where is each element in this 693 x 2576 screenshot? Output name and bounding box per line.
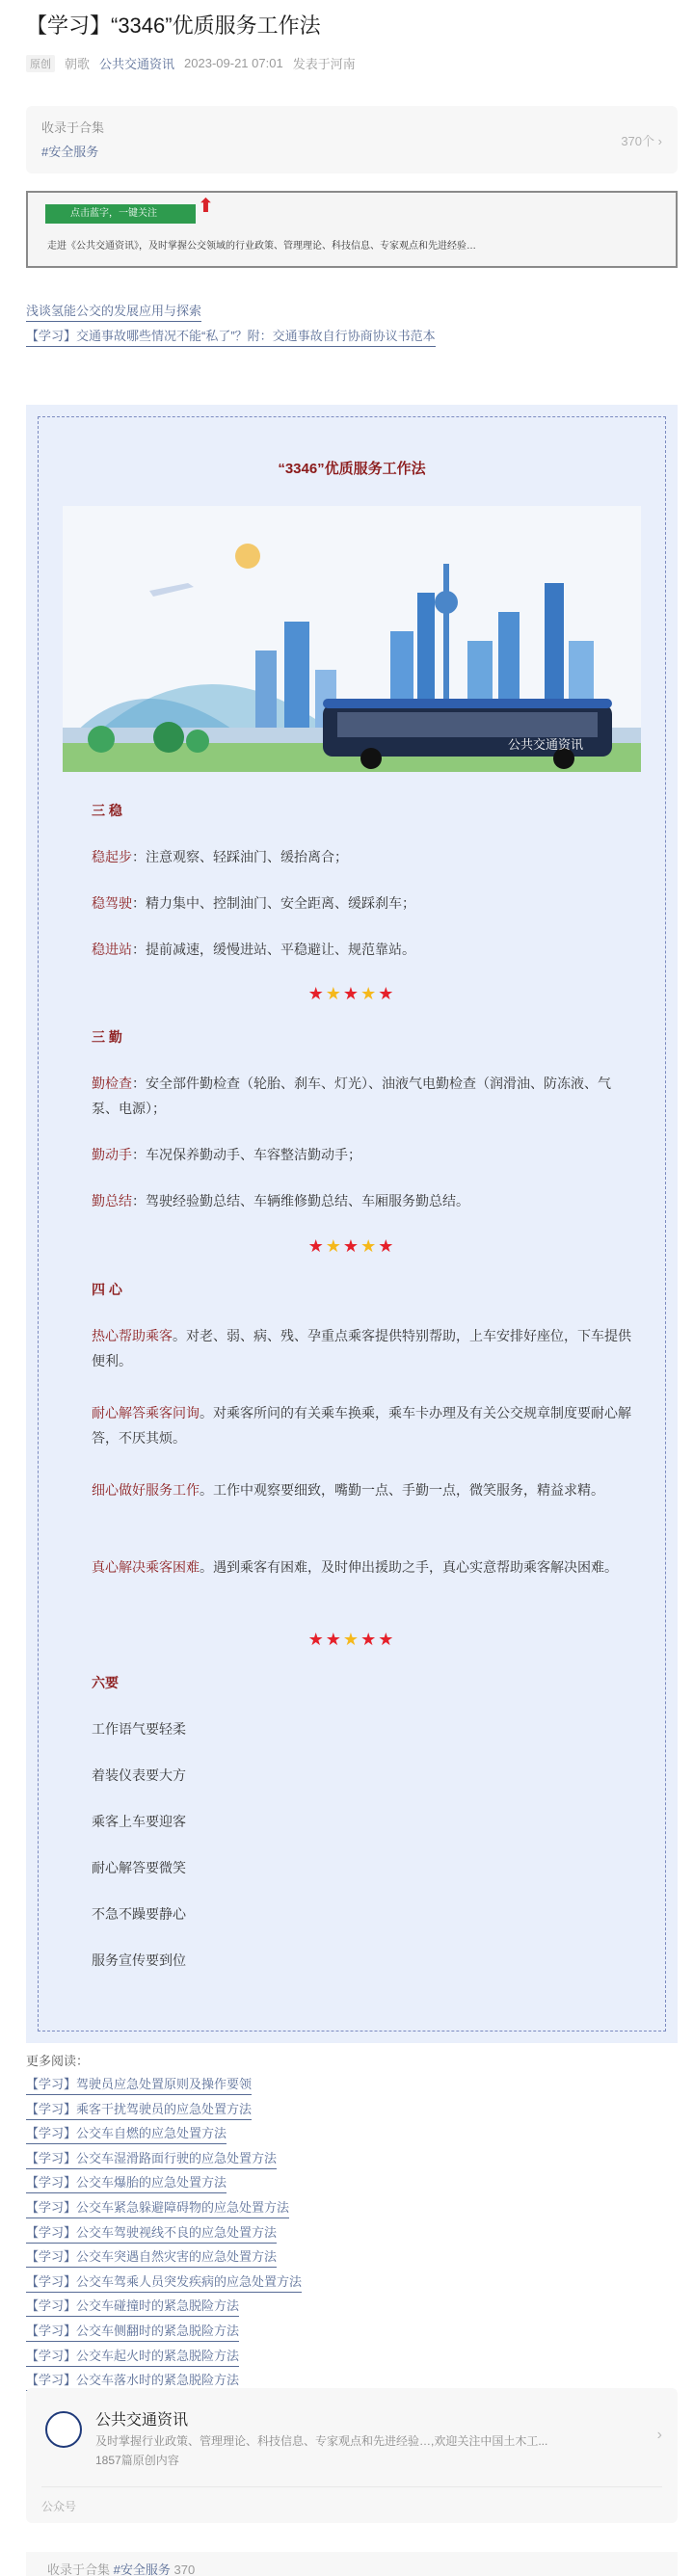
footer-collection[interactable] <box>26 2552 678 2576</box>
account-type: 公众号 <box>41 2500 77 2513</box>
text-item: 勤总结：驾驶经验勤总结、车辆维修勤总结、车厢服务勤总结。 <box>92 1193 469 1208</box>
section-head-sixin: 四 心 <box>92 1282 122 1297</box>
text-item: 勤动手：车况保养勤动手、车容整洁勤动手； <box>92 1147 361 1162</box>
chevron-right-icon: › <box>657 134 662 148</box>
star-divider: ★★★★★ <box>307 984 396 1003</box>
more-link[interactable]: 【学习】驾驶员应急处置原则及操作要领 <box>26 2075 252 2095</box>
follow-desc: 走进《公共交通资讯》，及时掌握公交领域的行业政策、管理理论、科技信息、专家观点和先进经验… <box>47 241 476 252</box>
text-item: 着装仪表要大方 <box>92 1767 186 1783</box>
text-item: 稳驾驶：精力集中、控制油门、安全距离、缓踩刹车； <box>92 895 415 911</box>
follow-banner[interactable] <box>26 191 678 268</box>
star-divider: ★★★★★ <box>307 1630 396 1649</box>
collection-hashtag[interactable]: #安全服务 <box>41 145 99 159</box>
collection-card[interactable] <box>26 106 678 173</box>
account-link[interactable]: 公共交通资讯 <box>99 57 175 71</box>
text-item: 服务宣传要到位 <box>92 1952 186 1968</box>
collection-count: 370个 › <box>621 134 662 148</box>
more-link[interactable]: 【学习】公交车突遇自然灾害的应急处置方法 <box>26 2247 277 2268</box>
more-link[interactable]: 【学习】乘客干扰驾驶员的应急处置方法 <box>26 2100 252 2120</box>
text-item: 稳起步：注意观察、轻踩油门、缓抬离合； <box>92 849 348 864</box>
text-item: 热心帮助乘客。对老、弱、病、残、孕重点乘客提供特别帮助，上车安排好座位，下车提供便利。 <box>92 1328 631 1368</box>
footer-collection-label: 收录于合集 <box>47 2563 111 2576</box>
more-link[interactable]: 【学习】公交车湿滑路面行驶的应急处置方法 <box>26 2149 277 2169</box>
footer-collection-count: 370 <box>173 2563 196 2576</box>
account-card[interactable] <box>26 2388 678 2523</box>
divider <box>41 2486 662 2487</box>
article-title: 【学习】“3346”优质服务工作法 <box>26 13 321 38</box>
more-link[interactable]: 【学习】公交车碰撞时的紧急脱险方法 <box>26 2297 239 2317</box>
more-reading-label: 更多阅读： <box>26 2054 90 2068</box>
text-item: 稳进站：提前减速，缓慢进站、平稳避让、规范靠站。 <box>92 942 415 957</box>
text-item: 不急不躁要静心 <box>92 1906 186 1922</box>
content-panel-border <box>38 416 666 2032</box>
more-link[interactable]: 【学习】公交车起火时的紧急脱险方法 <box>26 2347 239 2367</box>
text-item: 勤检查：安全部件勤检查（轮胎、刹车、灯光）、油液气电勤检查（润滑油、防冻液、气泵、电源）； <box>92 1076 611 1116</box>
author: 朝歌 <box>65 57 91 71</box>
panel-title: “3346”优质服务工作法 <box>278 461 426 477</box>
related-link-1[interactable]: 浅谈氢能公交的发展应用与探索 <box>26 302 201 322</box>
text-item: 工作语气要轻柔 <box>92 1721 186 1737</box>
text-item: 耐心解答乘客问询。对乘客所问的有关乘车换乘，乘车卡办理及有关公交规章制度要耐心解答，不厌其烦。 <box>92 1405 631 1446</box>
follow-badge: 点击蓝字，一键关注 ⬆ <box>45 204 196 224</box>
star-divider: ★★★★★ <box>307 1236 396 1256</box>
content-panel <box>26 405 678 2043</box>
chevron-right-icon: › <box>656 2427 662 2443</box>
illustration-watermark: 公共交通资讯 <box>508 737 584 752</box>
text-item: 细心做好服务工作。工作中观察要细致，嘴勤一点、手勤一点，微笑服务，精益求精。 <box>92 1482 604 1498</box>
account-post-count: 1857篇原创内容 <box>95 2454 179 2467</box>
city-bus-illustration <box>63 506 641 772</box>
more-link[interactable]: 【学习】公交车侧翻时的紧急脱险方法 <box>26 2322 239 2342</box>
section-head-sanqin: 三 勤 <box>92 1029 122 1045</box>
related-links <box>26 299 436 349</box>
arrow-up-icon: ⬆ <box>198 196 214 217</box>
more-reading-list <box>26 2072 302 2393</box>
account-intro: 及时掌握行业政策、管理理论、科技信息、专家观点和先进经验…,欢迎关注中国土木工... <box>95 2434 548 2448</box>
account-name: 公共交通资讯 <box>95 2412 189 2429</box>
collection-label: 收录于合集 <box>41 120 105 135</box>
article-meta <box>26 54 356 72</box>
more-link[interactable]: 【学习】公交车驾驶视线不良的应急处置方法 <box>26 2223 277 2244</box>
footer-collection-hashtag[interactable]: #安全服务 <box>113 2563 171 2576</box>
section-head-sanwen: 三 稳 <box>92 803 122 818</box>
more-link[interactable]: 【学习】公交车紧急躲避障碍物的应急处置方法 <box>26 2198 289 2218</box>
section-head-liuyao: 六要 <box>92 1675 119 1690</box>
more-link[interactable]: 【学习】公交车自燃的应急处置方法 <box>26 2124 227 2144</box>
more-link[interactable]: 【学习】公交车爆胎的应急处置方法 <box>26 2173 227 2193</box>
text-item: 乘客上车要迎客 <box>92 1814 186 1829</box>
publish-time: 2023-09-21 07:01 <box>184 56 283 70</box>
more-link[interactable]: 【学习】公交车驾乘人员突发疾病的应急处置方法 <box>26 2272 302 2293</box>
more-link[interactable]: 【学习】公交车落水时的紧急脱险方法 <box>26 2371 239 2391</box>
related-link-2[interactable]: 【学习】交通事故哪些情况不能“私了”？附：交通事故自行协商协议书范本 <box>26 327 436 347</box>
account-logo-icon <box>45 2411 82 2448</box>
original-tag: 原创 <box>26 55 55 72</box>
publish-location: 发表于河南 <box>292 57 356 71</box>
text-item: 真心解决乘客困难。遇到乘客有困难，及时伸出援助之手，真心实意帮助乘客解决困难。 <box>92 1559 618 1575</box>
text-item: 耐心解答要微笑 <box>92 1860 186 1875</box>
